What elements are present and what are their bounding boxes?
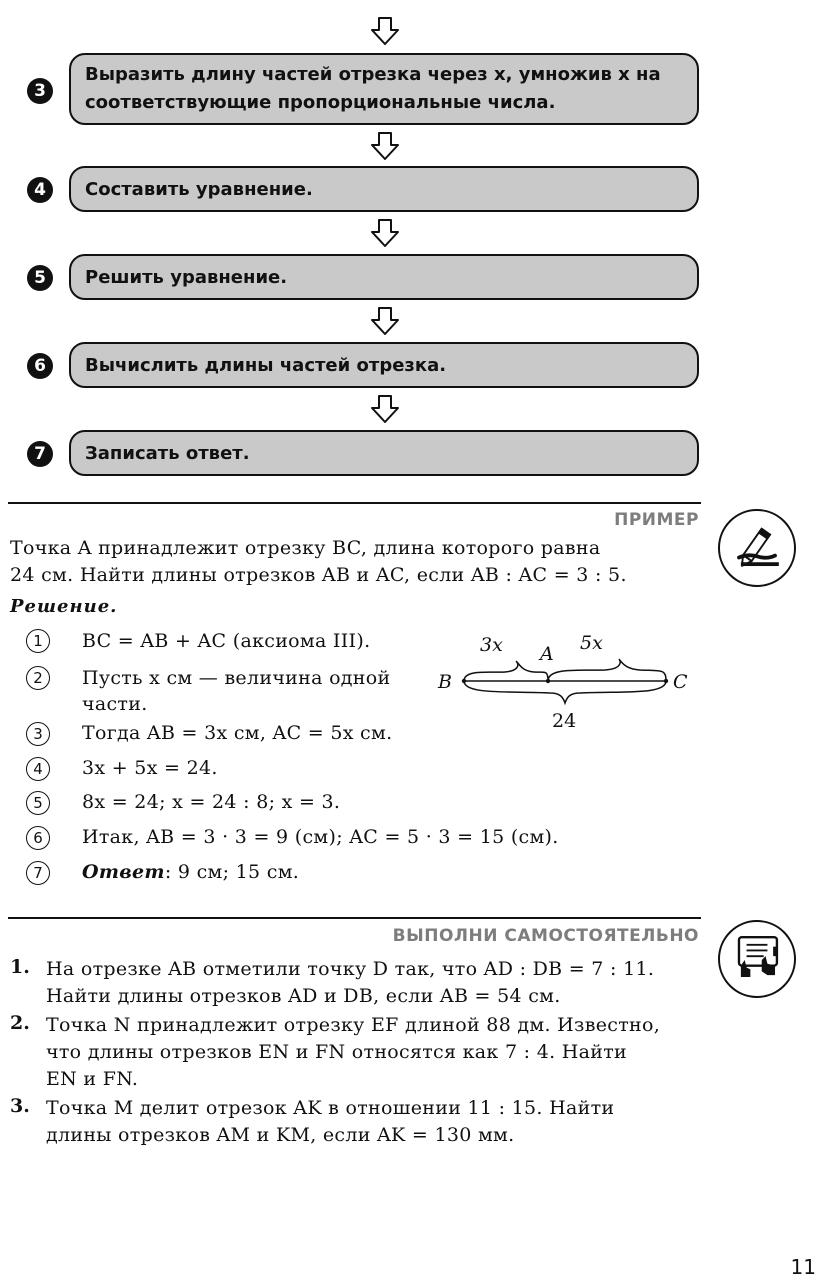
problem-line: 24 см. Найти длины отрезков AB и AC, если AB : AC = 3 : 5. [10,564,627,586]
step-text: Решить уравнение. [85,266,288,288]
task-line: Точка N принадлежит отрезку EF длиной 88 дм. Известно, [46,1014,661,1036]
solution-step-number: 4 [26,757,50,781]
solution-label: Решение. [10,596,118,617]
solution-step-number: 3 [26,722,50,746]
practice-badge [718,920,796,998]
solution-step-text [82,665,390,717]
tablet-touch-icon [720,922,794,996]
point-c-label: C [673,671,688,693]
solution-step-text: Тогда AB = 3x см, AC = 5x см. [82,722,393,744]
point-a-label: A [540,643,554,665]
solution-step-text: 3x + 5x = 24. [82,757,218,779]
solution-step-text: 8x = 24; x = 24 : 8; x = 3. [82,791,341,813]
task-number: 3. [10,1095,30,1117]
task-text [46,1012,701,1093]
step-number-badge: 6 [27,353,53,379]
step-box-write-answer [69,430,699,476]
down-arrow-icon [370,16,400,46]
example-heading: ПРИМЕР [614,510,699,530]
solution-step-number: 6 [26,826,50,850]
answer-label: Ответ [82,861,165,883]
practice-heading: ВЫПОЛНИ САМОСТОЯТЕЛЬНО [392,926,699,946]
solution-step-text: Итак, AB = 3 · 3 = 9 (см); AC = 5 · 3 = 15 (см). [82,826,559,848]
down-arrow-icon [370,394,400,424]
label-5x: 5x [580,632,603,654]
example-problem [10,535,700,589]
solution-step-line: Пусть x см — величина одной [82,667,391,689]
pencil-writing-icon [720,511,794,585]
task-line: Точка M делит отрезок AK в отношении 11 : 15. Найти [46,1097,615,1119]
answer-value: : 9 см; 15 см. [164,861,300,883]
step-number-badge: 4 [27,177,53,203]
total-length-label: 24 [552,710,577,732]
task-text [46,956,701,1010]
brace-ac [548,659,666,681]
step-box-solve-equation [69,254,699,300]
step-number-badge: 5 [27,265,53,291]
segment-diagram [430,625,700,740]
step-text: Записать ответ. [85,442,250,464]
task-line: Найти длины отрезков AD и DB, если AB = 54 см. [46,985,561,1007]
solution-step-number: 5 [26,791,50,815]
brace-ab [464,661,548,681]
solution-step-number: 7 [26,861,50,885]
section-divider [8,502,701,504]
solution-step-number: 1 [26,629,50,653]
step-number-badge: 7 [27,441,53,467]
label-3x: 3x [480,634,503,656]
task-text [46,1095,701,1149]
task-line: что длины отрезков EN и FN относятся как 7 : 4. Найти [46,1041,628,1063]
task-number: 2. [10,1012,30,1034]
page-number: 11 [790,1255,816,1279]
step-text-line: Выразить длину частей отрезка через x, умножив x на [85,64,661,85]
point-a [546,679,550,683]
step-box-make-equation [69,166,699,212]
step-text: Составить уравнение. [85,178,313,200]
point-b-label: B [438,671,452,693]
step-box-express-parts [69,53,699,125]
solution-step-number: 2 [26,666,50,690]
solution-step-line: части. [82,693,148,715]
down-arrow-icon [370,218,400,248]
problem-line: Точка A принадлежит отрезку BC, длина которого равна [10,537,601,559]
down-arrow-icon [370,131,400,161]
step-number-badge: 3 [27,78,53,104]
step-text: Вычислить длины частей отрезка. [85,354,447,376]
task-line: EN и FN. [46,1068,139,1090]
example-badge [718,509,796,587]
solution-step-text: BC = AB + AC (аксиома III). [82,630,371,652]
section-divider [8,917,701,919]
step-text-line: соответствующие пропорциональные числа. [85,92,556,113]
step-box-compute-lengths [69,342,699,388]
down-arrow-icon [370,306,400,336]
task-line: На отрезке AB отметили точку D так, что AD : DB = 7 : 11. [46,958,655,980]
brace-bc [464,681,666,703]
task-line: длины отрезков AM и KM, если AK = 130 мм. [46,1124,515,1146]
answer-text [82,859,299,885]
task-number: 1. [10,956,30,978]
